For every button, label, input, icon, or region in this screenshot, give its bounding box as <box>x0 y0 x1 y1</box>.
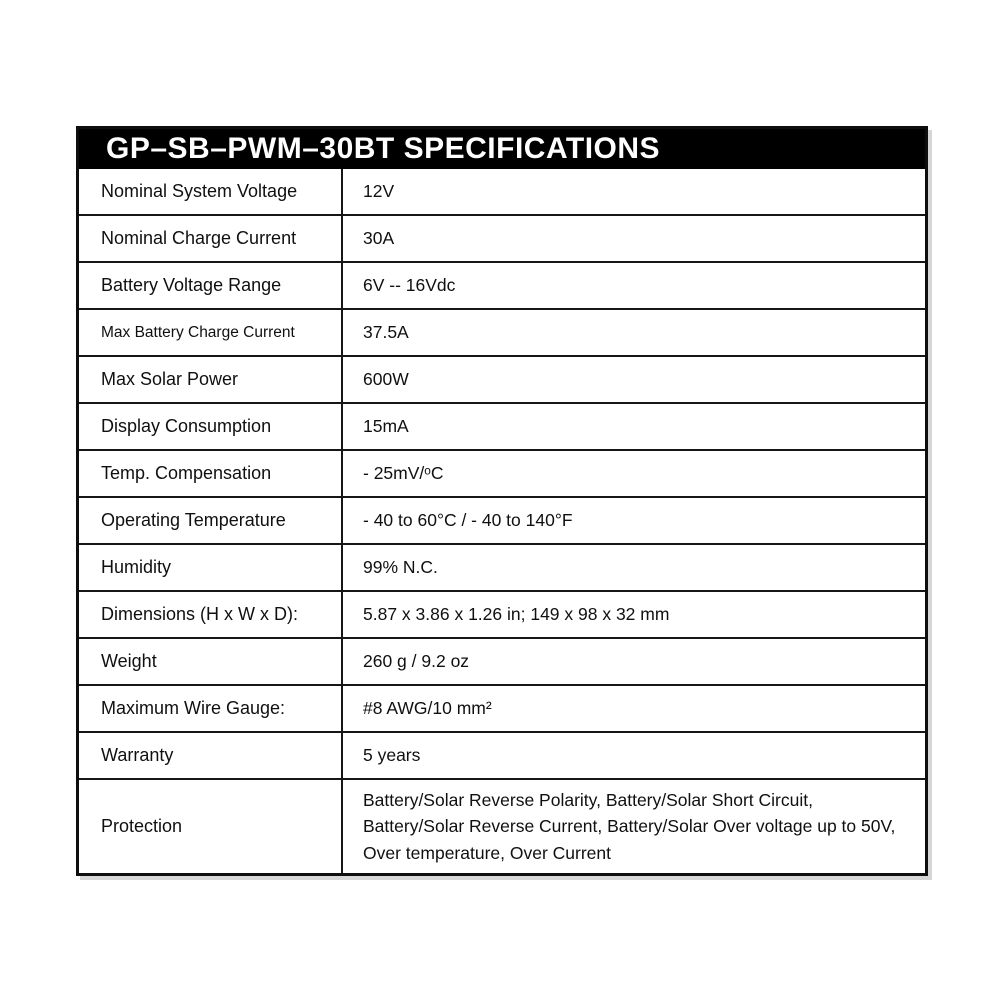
spec-row <box>79 169 925 214</box>
spec-row <box>79 496 925 543</box>
spec-row <box>79 261 925 308</box>
spec-row-value: 99% N.C. <box>363 557 438 578</box>
spec-row <box>79 637 925 684</box>
spec-row-label: Battery Voltage Range <box>79 263 343 308</box>
spec-table-title: GP–SB–PWM–30BT SPECIFICATIONS <box>79 129 925 169</box>
spec-row <box>79 402 925 449</box>
spec-row-value: Battery/Solar Reverse Polarity, Battery/Solar Short Circuit, Battery/Solar Reverse Current, Battery/Solar Over voltage up to 50V, Over temperature, Over Current <box>363 790 896 863</box>
spec-row-value: 37.5A <box>363 322 409 343</box>
specifications-table <box>76 126 928 876</box>
spec-row <box>79 355 925 402</box>
spec-row <box>79 543 925 590</box>
spec-row <box>79 308 925 355</box>
spec-row-label: Temp. Compensation <box>79 451 343 496</box>
spec-row <box>79 214 925 261</box>
spec-row-label: Warranty <box>79 733 343 778</box>
spec-row <box>79 731 925 778</box>
spec-row-label: Nominal Charge Current <box>79 216 343 261</box>
spec-row-label: Nominal System Voltage <box>79 169 343 214</box>
spec-table-rows <box>79 169 925 873</box>
spec-row <box>79 590 925 637</box>
spec-row-value: #8 AWG/10 mm² <box>363 698 492 719</box>
spec-row-value: - 25mV/ᵒC <box>363 463 444 484</box>
spec-row-label: Humidity <box>79 545 343 590</box>
spec-row <box>79 684 925 731</box>
spec-row-value: 30A <box>363 228 395 249</box>
spec-row-label: Maximum Wire Gauge: <box>79 686 343 731</box>
spec-row <box>79 778 925 873</box>
spec-row-value: 12V <box>363 181 395 202</box>
spec-row-value: 600W <box>363 369 409 390</box>
spec-row-value: 15mA <box>363 416 409 437</box>
spec-row-value: 260 g / 9.2 oz <box>363 651 470 672</box>
spec-row-value: 5.87 x 3.86 x 1.26 in; 149 x 98 x 32 mm <box>363 604 670 625</box>
spec-row <box>79 449 925 496</box>
spec-row-label: Operating Temperature <box>79 498 343 543</box>
spec-row-value: 6V -- 16Vdc <box>363 275 456 296</box>
spec-row-label: Weight <box>79 639 343 684</box>
spec-row-value: 5 years <box>363 745 421 766</box>
spec-row-label: Protection <box>79 780 343 873</box>
spec-row-label: Max Battery Charge Current <box>79 310 343 355</box>
spec-row-label: Dimensions (H x W x D): <box>79 592 343 637</box>
spec-row-value: - 40 to 60°C / - 40 to 140°F <box>363 510 573 531</box>
spec-row-label: Display Consumption <box>79 404 343 449</box>
spec-row-label: Max Solar Power <box>79 357 343 402</box>
